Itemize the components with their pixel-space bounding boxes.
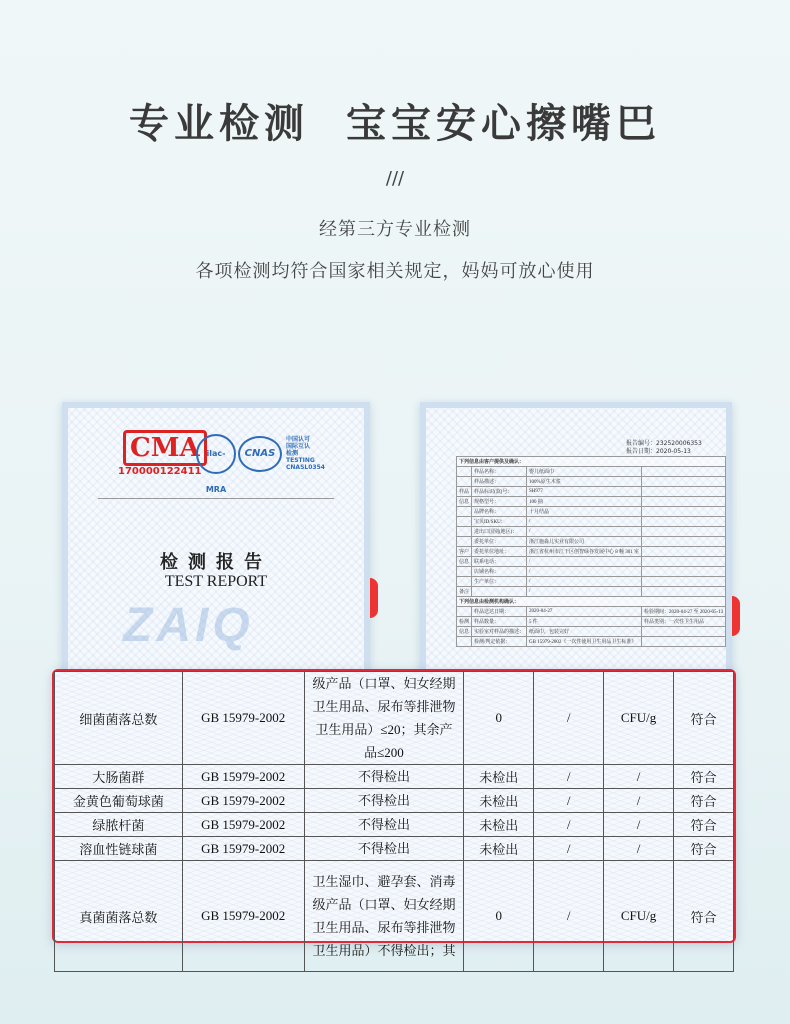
inner-info-cell bbox=[457, 527, 472, 537]
red-tab-decoration bbox=[370, 578, 378, 618]
cell-standard: GB 15979-2002 bbox=[182, 861, 304, 972]
inner-info-cell: 100 抽 bbox=[527, 497, 642, 507]
inner-info-cell: 检测/判定依据： bbox=[472, 637, 527, 647]
report-cover-card bbox=[62, 402, 370, 714]
limit-line: 不得检出 bbox=[357, 769, 410, 784]
cell-c5: / bbox=[534, 813, 604, 837]
inner-info-cell: 实验室对样品的描述： bbox=[472, 627, 527, 637]
report-title-en: TEST REPORT bbox=[164, 573, 268, 590]
limit-line: 不得检出 bbox=[357, 793, 410, 808]
inner-info-table bbox=[456, 456, 726, 647]
inner-info-cell bbox=[457, 567, 472, 577]
cell-judge: 符合 bbox=[674, 765, 734, 789]
inner-info-cell: 浙江省杭州市江干区创智绿谷发展中心 8 幢 301 室 bbox=[527, 547, 642, 557]
inner-info-cell: 婴儿纸面巾 bbox=[527, 467, 642, 477]
limit-line: 级产品（口罩、妇女经期 bbox=[312, 676, 456, 691]
table-row bbox=[55, 813, 734, 837]
inner-info-cell: 委托单位地址： bbox=[472, 547, 527, 557]
inner-info-cell: 客户 bbox=[457, 547, 472, 557]
inner-info-cell: 信息 bbox=[457, 557, 472, 567]
inner-info-cell bbox=[642, 497, 726, 507]
inner-info-cell: 宝贝ID/SKU： bbox=[472, 517, 527, 527]
inner-info-cell bbox=[642, 637, 726, 647]
limit-line: 不得检出 bbox=[357, 817, 410, 832]
subtitle-1: 经第三方专业检测 bbox=[319, 219, 471, 240]
cell-unit: CFU/g bbox=[604, 672, 674, 765]
inner-info-cell: 样品数量： bbox=[472, 617, 527, 627]
inner-info-cell bbox=[642, 517, 726, 527]
cell-c5: / bbox=[534, 837, 604, 861]
table-row bbox=[55, 789, 734, 813]
inner-info-cell bbox=[642, 467, 726, 477]
cell-result: 未检出 bbox=[464, 765, 534, 789]
red-tab-decoration bbox=[732, 596, 740, 636]
inner-info-row bbox=[457, 527, 726, 537]
inner-info-cell bbox=[457, 637, 472, 647]
inner-info-cell: / bbox=[527, 567, 642, 577]
inner-info-cell: 生产单位： bbox=[472, 577, 527, 587]
limit-line: 不得检出 bbox=[357, 841, 410, 856]
limit-line: 卫生用品）≤20；其余产 bbox=[315, 722, 453, 737]
inner-info-cell: 2020-04-27 bbox=[527, 607, 642, 617]
report-inner-page bbox=[420, 402, 732, 714]
cma-logo: CMA bbox=[123, 430, 207, 466]
inner-info-cell bbox=[457, 537, 472, 547]
inner-info-cell bbox=[642, 557, 726, 567]
limit-line: 卫生用品、尿布等排泄物 bbox=[312, 920, 456, 935]
inner-info-row bbox=[457, 637, 726, 647]
inner-info-row bbox=[457, 497, 726, 507]
inner-section-header: 下列信息由检测机构确认： bbox=[457, 597, 726, 607]
inner-info-cell: / bbox=[527, 587, 642, 597]
report-title-cn: 检测报告 bbox=[160, 552, 272, 573]
cell-item: 真菌菌落总数 bbox=[55, 861, 183, 972]
limit-line: 卫生用品、尿布等排泄物 bbox=[312, 699, 456, 714]
inner-info-cell bbox=[457, 607, 472, 617]
inner-info-cell: 联系电话： bbox=[472, 557, 527, 567]
inner-info-cell: 店铺名称： bbox=[472, 567, 527, 577]
cover-divider bbox=[98, 498, 334, 499]
table-row bbox=[55, 765, 734, 789]
inner-info-cell bbox=[457, 477, 472, 487]
cnas-text: 中国认可 国际互认 检测 TESTING CNASL0354 bbox=[286, 436, 325, 471]
zaiq-watermark: ZAIQ bbox=[123, 599, 254, 652]
limit-line: 级产品（口罩、妇女经期 bbox=[312, 897, 456, 912]
cell-standard: GB 15979-2002 bbox=[182, 672, 304, 765]
cell-judge: 符合 bbox=[674, 837, 734, 861]
inner-info-cell: 样品送达日期： bbox=[472, 607, 527, 617]
inner-info-cell bbox=[642, 537, 726, 547]
cnas-logo: CNAS bbox=[238, 436, 282, 472]
cell-limit bbox=[304, 672, 464, 765]
inner-info-row bbox=[457, 617, 726, 627]
inner-info-cell: 样品标识(款)号： bbox=[472, 487, 527, 497]
cell-limit bbox=[304, 789, 464, 813]
inner-info-cell: 品牌名称： bbox=[472, 507, 527, 517]
cell-standard: GB 15979-2002 bbox=[182, 765, 304, 789]
limit-line: 品≤200 bbox=[364, 745, 404, 760]
inner-info-cell bbox=[457, 517, 472, 527]
inner-info-row bbox=[457, 457, 726, 467]
inner-info-cell bbox=[472, 587, 527, 597]
cell-result: 0 bbox=[464, 672, 534, 765]
subtitle-2: 各项检测均符合国家相关规定，妈妈可放心使用 bbox=[195, 261, 595, 282]
inner-info-cell: 浙江施淼儿实业有限公司 bbox=[527, 537, 642, 547]
inner-info-row bbox=[457, 607, 726, 617]
inner-info-cell: 进出口国别(地区)： bbox=[472, 527, 527, 537]
cell-item: 绿脓杆菌 bbox=[55, 813, 183, 837]
inner-section-header: 下列信息由客户提供及确认： bbox=[457, 457, 726, 467]
cell-result: 未检出 bbox=[464, 837, 534, 861]
inner-info-cell bbox=[642, 477, 726, 487]
cell-unit: / bbox=[604, 813, 674, 837]
inner-info-row bbox=[457, 587, 726, 597]
inner-info-cell bbox=[457, 507, 472, 517]
inner-info-cell bbox=[642, 487, 726, 497]
inner-info-cell: / bbox=[527, 577, 642, 587]
cell-limit bbox=[304, 765, 464, 789]
inner-info-cell: 检验期间：2020-04-27 至 2020-05-13 bbox=[642, 607, 726, 617]
inner-info-cell bbox=[642, 567, 726, 577]
inner-info-cell: GB 15979-2002《一次性使用卫生用品卫生标准》 bbox=[527, 637, 642, 647]
cell-item: 金黄色葡萄球菌 bbox=[55, 789, 183, 813]
inner-report-date: 报告日期：2020-05-13 bbox=[626, 448, 691, 455]
divider-slashes: /// bbox=[385, 168, 405, 189]
cma-number: 170000122411 bbox=[118, 466, 202, 477]
limit-line: 卫生湿巾、避孕套、消毒 bbox=[312, 874, 456, 889]
cell-item: 溶血性链球菌 bbox=[55, 837, 183, 861]
inner-info-row bbox=[457, 507, 726, 517]
inner-info-cell: 样品名称： bbox=[472, 467, 527, 477]
inner-info-cell: 十月结晶 bbox=[527, 507, 642, 517]
cell-result: 0 bbox=[464, 861, 534, 972]
cell-unit: CFU/g bbox=[604, 861, 674, 972]
cell-unit: / bbox=[604, 789, 674, 813]
inner-info-cell: 样品描述： bbox=[472, 477, 527, 487]
inner-info-row bbox=[457, 517, 726, 527]
inner-info-cell bbox=[642, 587, 726, 597]
inner-info-cell: 信息 bbox=[457, 497, 472, 507]
inner-info-row bbox=[457, 627, 726, 637]
cell-item: 大肠菌群 bbox=[55, 765, 183, 789]
cell-result: 未检出 bbox=[464, 789, 534, 813]
inner-info-cell: 信息 bbox=[457, 627, 472, 637]
inner-info-cell: / bbox=[527, 557, 642, 567]
inner-info-cell bbox=[642, 547, 726, 557]
cell-c5: / bbox=[534, 789, 604, 813]
inner-info-cell: / bbox=[527, 517, 642, 527]
inner-info-cell: 5 件 bbox=[527, 617, 642, 627]
cell-standard: GB 15979-2002 bbox=[182, 789, 304, 813]
inner-info-cell bbox=[642, 507, 726, 517]
cell-c5: / bbox=[534, 672, 604, 765]
page-title: 专业检测 宝宝安心擦嘴巴 bbox=[129, 101, 661, 147]
cell-judge: 符合 bbox=[674, 861, 734, 972]
cell-standard: GB 15979-2002 bbox=[182, 813, 304, 837]
table-row bbox=[55, 837, 734, 861]
ilac-mra-logo: ilac-MRA bbox=[196, 434, 236, 474]
inner-info-row bbox=[457, 557, 726, 567]
inner-info-cell: SH977 bbox=[527, 487, 642, 497]
inner-info-cell bbox=[642, 627, 726, 637]
inner-info-cell: 样品 bbox=[457, 487, 472, 497]
inner-info-row bbox=[457, 487, 726, 497]
cell-limit bbox=[304, 837, 464, 861]
inner-info-cell: 纸面巾，包装完好 bbox=[527, 627, 642, 637]
results-table bbox=[54, 671, 734, 972]
results-table-card bbox=[52, 669, 736, 958]
cell-standard: GB 15979-2002 bbox=[182, 837, 304, 861]
inner-info-cell: 样品类别：一次性卫生用品 bbox=[642, 617, 726, 627]
inner-info-cell bbox=[642, 577, 726, 587]
cell-judge: 符合 bbox=[674, 813, 734, 837]
cell-judge: 符合 bbox=[674, 672, 734, 765]
inner-report-number: 报告编号：232520006353 bbox=[626, 440, 702, 447]
inner-info-cell: 备注 bbox=[457, 587, 472, 597]
limit-line: 卫生用品）不得检出；其 bbox=[312, 943, 456, 958]
table-row bbox=[55, 861, 734, 972]
cell-limit bbox=[304, 813, 464, 837]
inner-info-row bbox=[457, 567, 726, 577]
inner-info-cell bbox=[457, 467, 472, 477]
inner-info-row bbox=[457, 547, 726, 557]
cell-limit bbox=[304, 861, 464, 972]
inner-info-row bbox=[457, 467, 726, 477]
inner-info-cell bbox=[457, 577, 472, 587]
inner-info-cell bbox=[642, 527, 726, 537]
cell-c5: / bbox=[534, 861, 604, 972]
cell-c5: / bbox=[534, 765, 604, 789]
inner-info-row bbox=[457, 597, 726, 607]
inner-info-cell: 规格型号： bbox=[472, 497, 527, 507]
inner-info-cell: / bbox=[527, 527, 642, 537]
inner-info-cell: 100%原生木浆 bbox=[527, 477, 642, 487]
inner-info-row bbox=[457, 577, 726, 587]
inner-info-cell: 检测 bbox=[457, 617, 472, 627]
table-row bbox=[55, 672, 734, 765]
cell-judge: 符合 bbox=[674, 789, 734, 813]
inner-info-row bbox=[457, 537, 726, 547]
cell-unit: / bbox=[604, 837, 674, 861]
cell-result: 未检出 bbox=[464, 813, 534, 837]
cell-unit: / bbox=[604, 765, 674, 789]
inner-info-cell: 委托单位： bbox=[472, 537, 527, 547]
cell-item: 细菌菌落总数 bbox=[55, 672, 183, 765]
inner-info-row bbox=[457, 477, 726, 487]
